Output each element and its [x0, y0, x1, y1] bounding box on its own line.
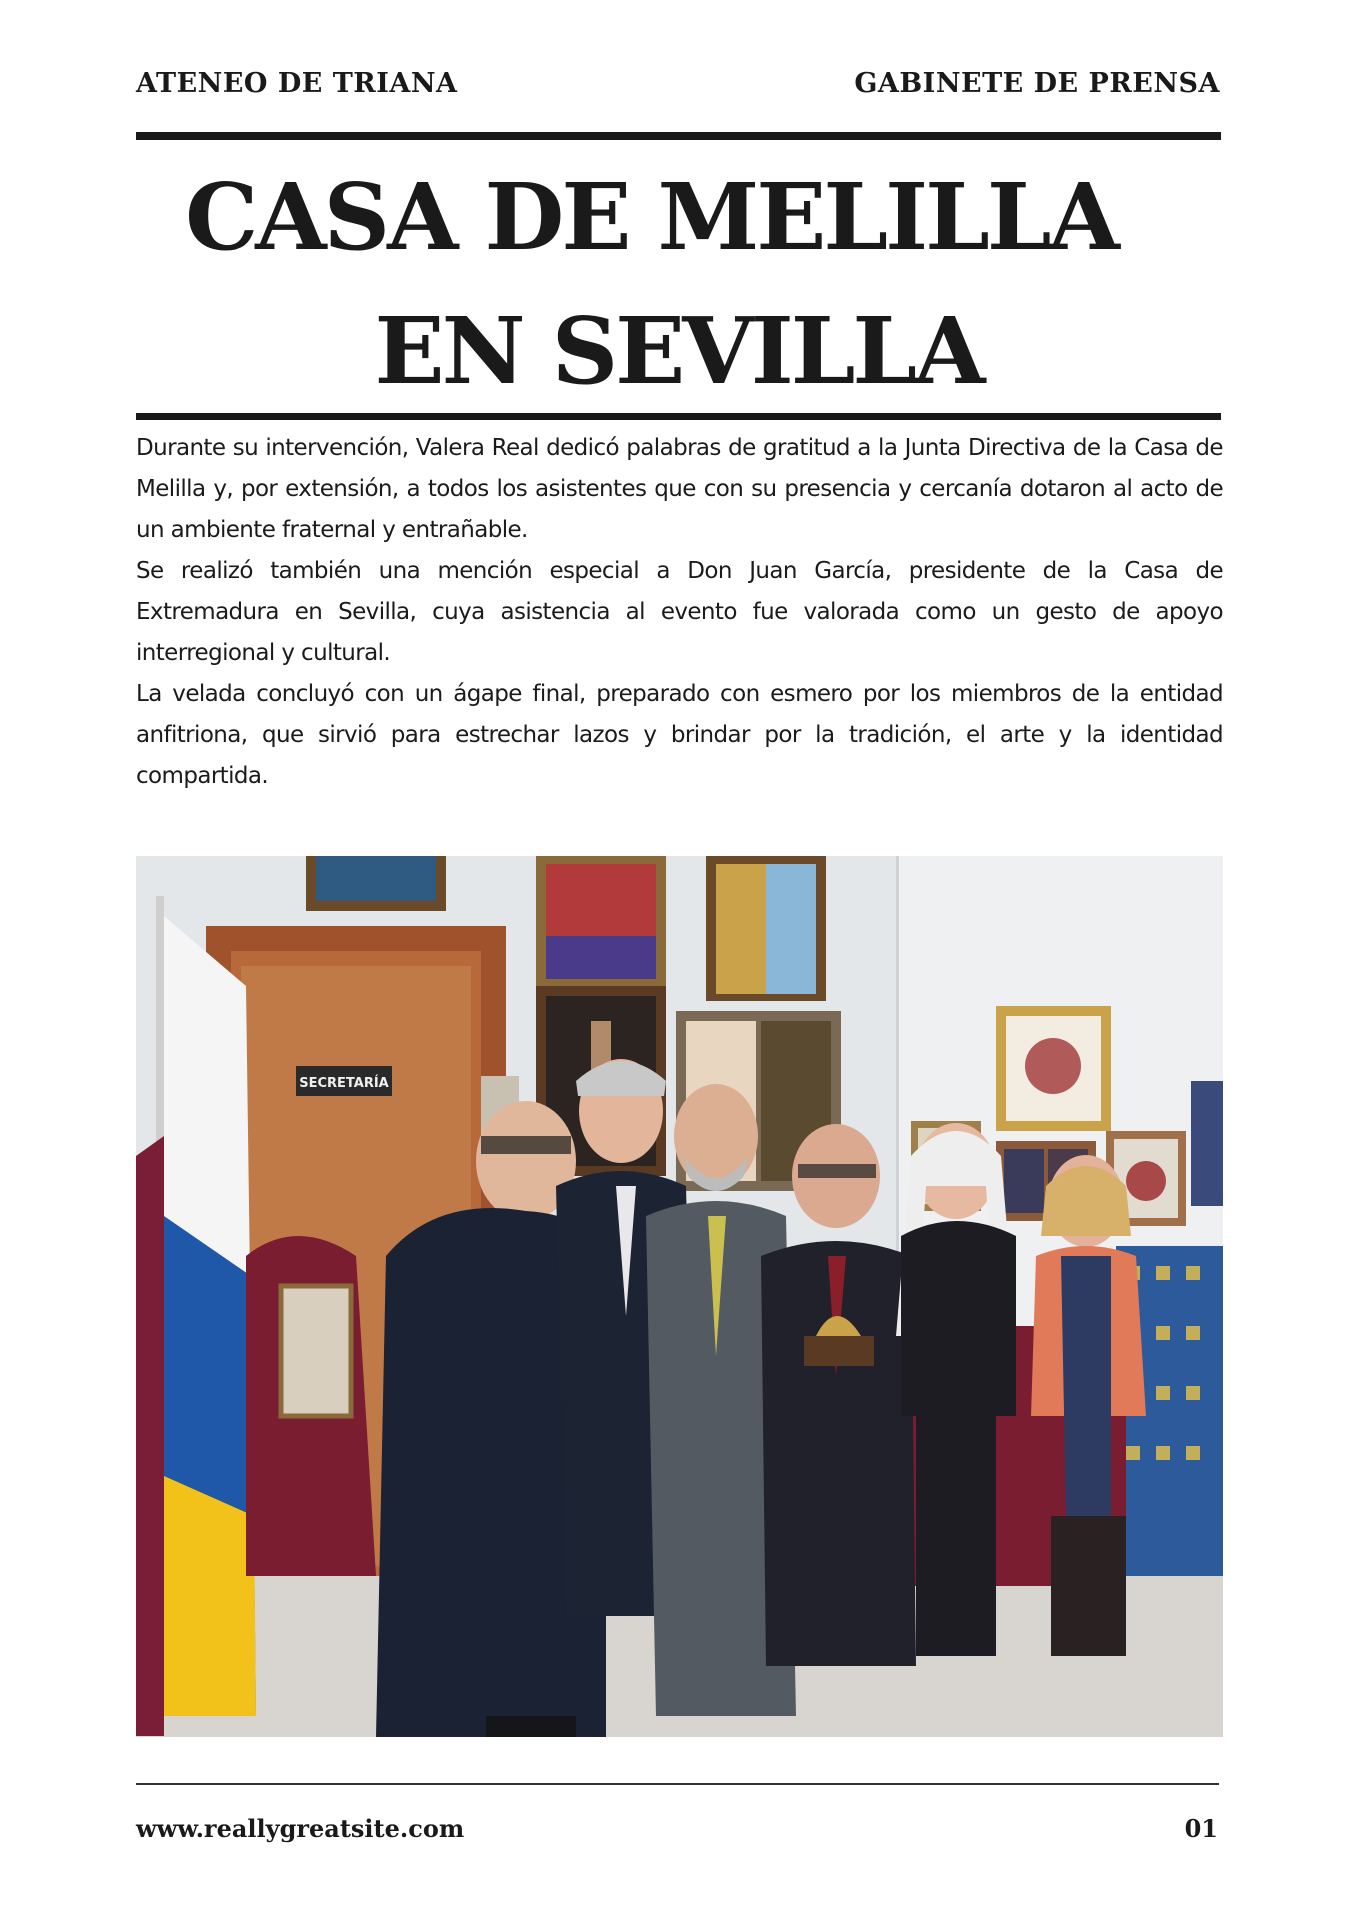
title-line-2: EN SEVILLA: [374, 297, 983, 405]
door-sign: SECRETARÍA: [299, 1076, 389, 1091]
header-organization: ATENEO DE TRIANA: [136, 68, 458, 99]
paragraph-1: Durante su intervención, Valera Real dedicó palabras de gratitud a la Junta Directiva de la Casa de Melilla y, por extensión, a todos los asistentes que con su presencia y cercanía dotaron al acto de un ambiente fraternal y entrañable.: [136, 435, 1223, 543]
title-divider: [136, 413, 1221, 420]
paragraph-2: Se realizó también una mención especial a Don Juan García, presidente de la Casa de Extremadura en Sevilla, cuya asistencia al evento fue valorada como un gesto de apoyo interregional y cultural.: [136, 558, 1223, 666]
footer-divider: [136, 1783, 1219, 1785]
event-photo: [136, 856, 1223, 1737]
header-section: GABINETE DE PRENSA: [854, 68, 1220, 99]
footer-website: www.reallygreatsite.com: [136, 1814, 465, 1843]
page-number: 01: [1184, 1814, 1218, 1843]
paragraph-3: La velada concluyó con un ágape final, preparado con esmero por los miembros de la entidad anfitriona, que sirvió para estrechar lazos y brindar por la tradición, el arte y la identidad compartida.: [136, 681, 1223, 789]
article-body: [136, 428, 1223, 797]
title-line-1: CASA DE MELILLA: [185, 163, 1117, 271]
top-divider: [136, 132, 1221, 140]
page-title: [136, 150, 1221, 418]
